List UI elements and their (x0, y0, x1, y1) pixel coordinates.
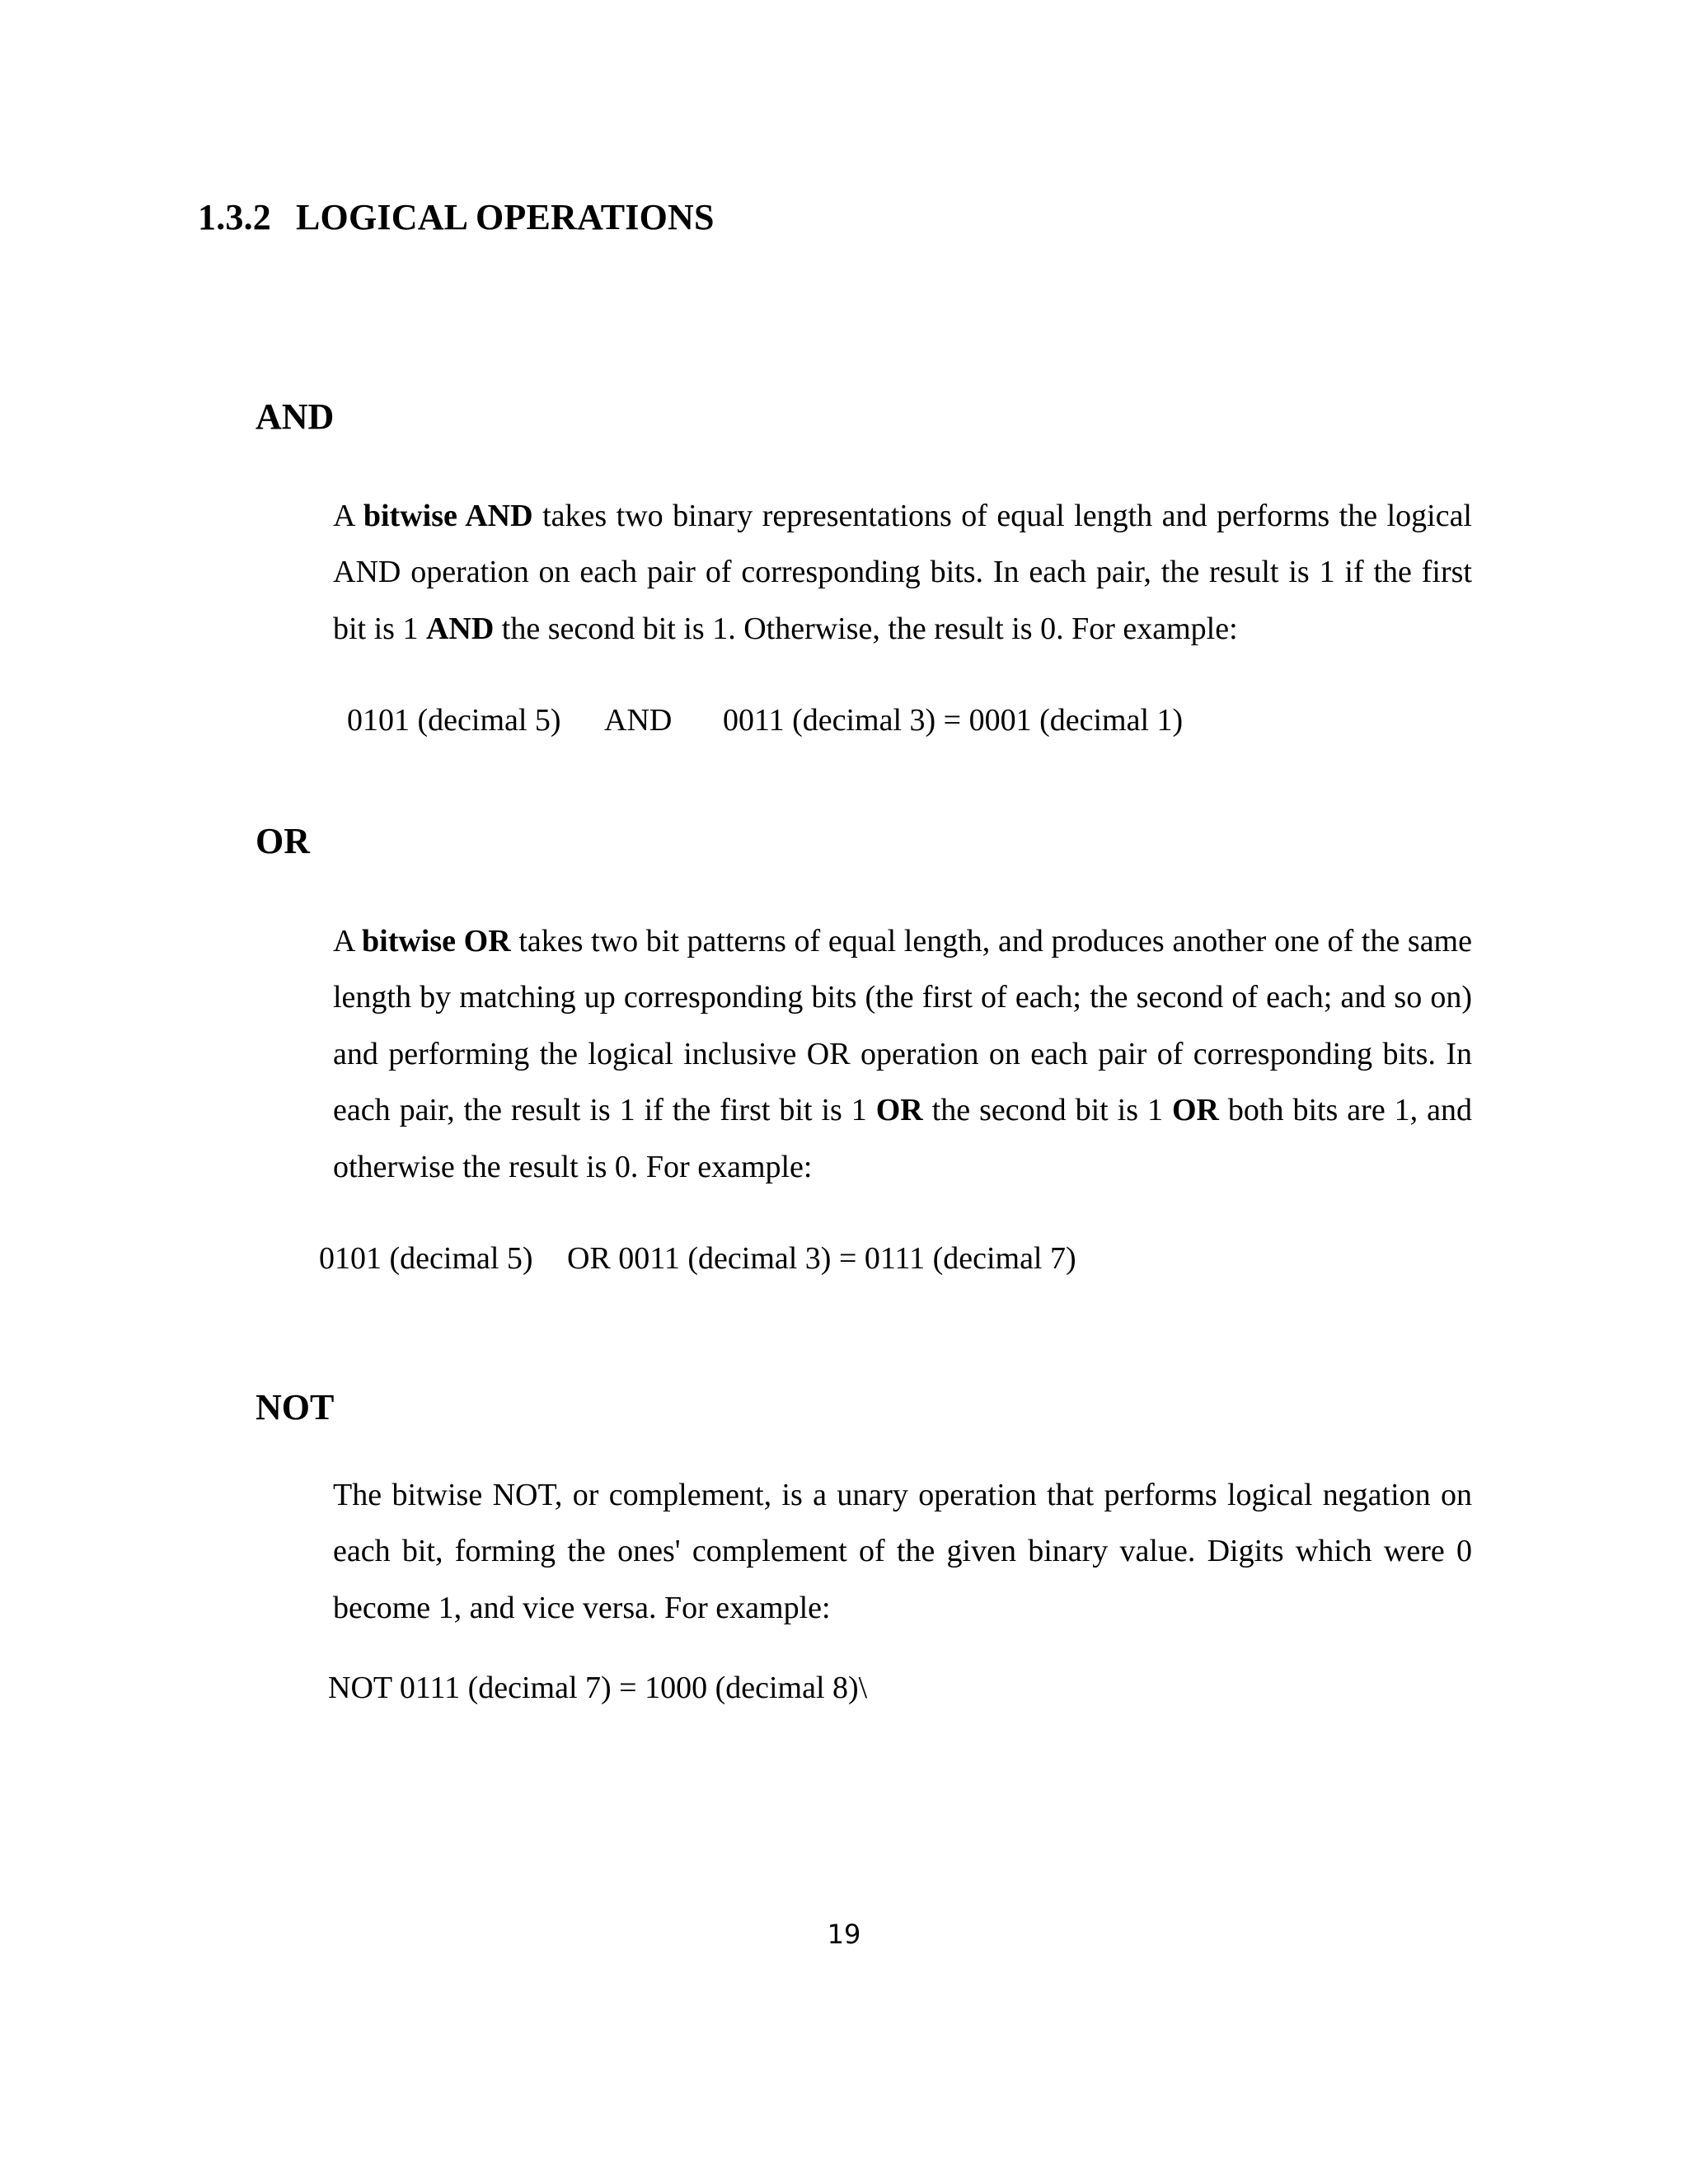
or-heading: OR (256, 821, 310, 861)
and-text-2: takes two binary representations of equal length and performs the logical AND operation on each pair of corresponding bits. In each pair, the result is 1 if the first bit is 1 (333, 499, 1472, 646)
section-number: 1.3.2 (198, 197, 271, 237)
or-bold-2: OR (875, 1093, 923, 1128)
section-heading (198, 196, 715, 238)
and-text-1: A (333, 499, 363, 533)
and-bold-2: AND (425, 611, 495, 646)
section-title: LOGICAL OPERATIONS (296, 197, 715, 237)
and-text-3: the second bit is 1. Otherwise, the result is 0. For example: (494, 611, 1238, 646)
page-number: 19 (827, 1919, 861, 1950)
not-example: NOT 0111 (decimal 7) = 1000 (decimal 8)\ (328, 1671, 868, 1705)
or-example-left: 0101 (decimal 5) (319, 1241, 533, 1276)
and-example-left: 0101 (decimal 5) (347, 703, 561, 738)
not-heading: NOT (256, 1387, 335, 1427)
or-text-4: both bits are 1, and otherwise the result is 0. For example: (333, 1093, 1472, 1184)
and-example-right: 0011 (decimal 3) = 0001 (decimal 1) (723, 703, 1184, 738)
or-bold-3: OR (1171, 1093, 1219, 1128)
or-bold-1: bitwise OR (362, 924, 511, 958)
and-example-operator: AND (604, 703, 673, 738)
and-heading: AND (256, 396, 335, 437)
or-paragraph (333, 913, 1472, 1195)
and-paragraph (333, 488, 1472, 657)
or-text-3: the second bit is 1 (922, 1093, 1172, 1128)
or-text-2: takes two bit patterns of equal length, and produces another one of the same length by matching up corresponding bits (the first of each; the second of each; and so on) and performing the logical inclusive OR operation on each pair of corresponding bits. In each pair, the result is 1 if the first bit is 1 (333, 924, 1472, 1128)
not-paragraph: The bitwise NOT, or complement, is a unary operation that performs logical negation on each bit, forming the ones' complement of the given binary value. Digits which were 0 become 1, and vice versa. For example: (333, 1478, 1472, 1625)
or-text-1: A (333, 924, 363, 958)
and-bold-1: bitwise AND (363, 499, 533, 533)
or-example-right: OR 0011 (decimal 3) = 0111 (decimal 7) (567, 1241, 1076, 1276)
